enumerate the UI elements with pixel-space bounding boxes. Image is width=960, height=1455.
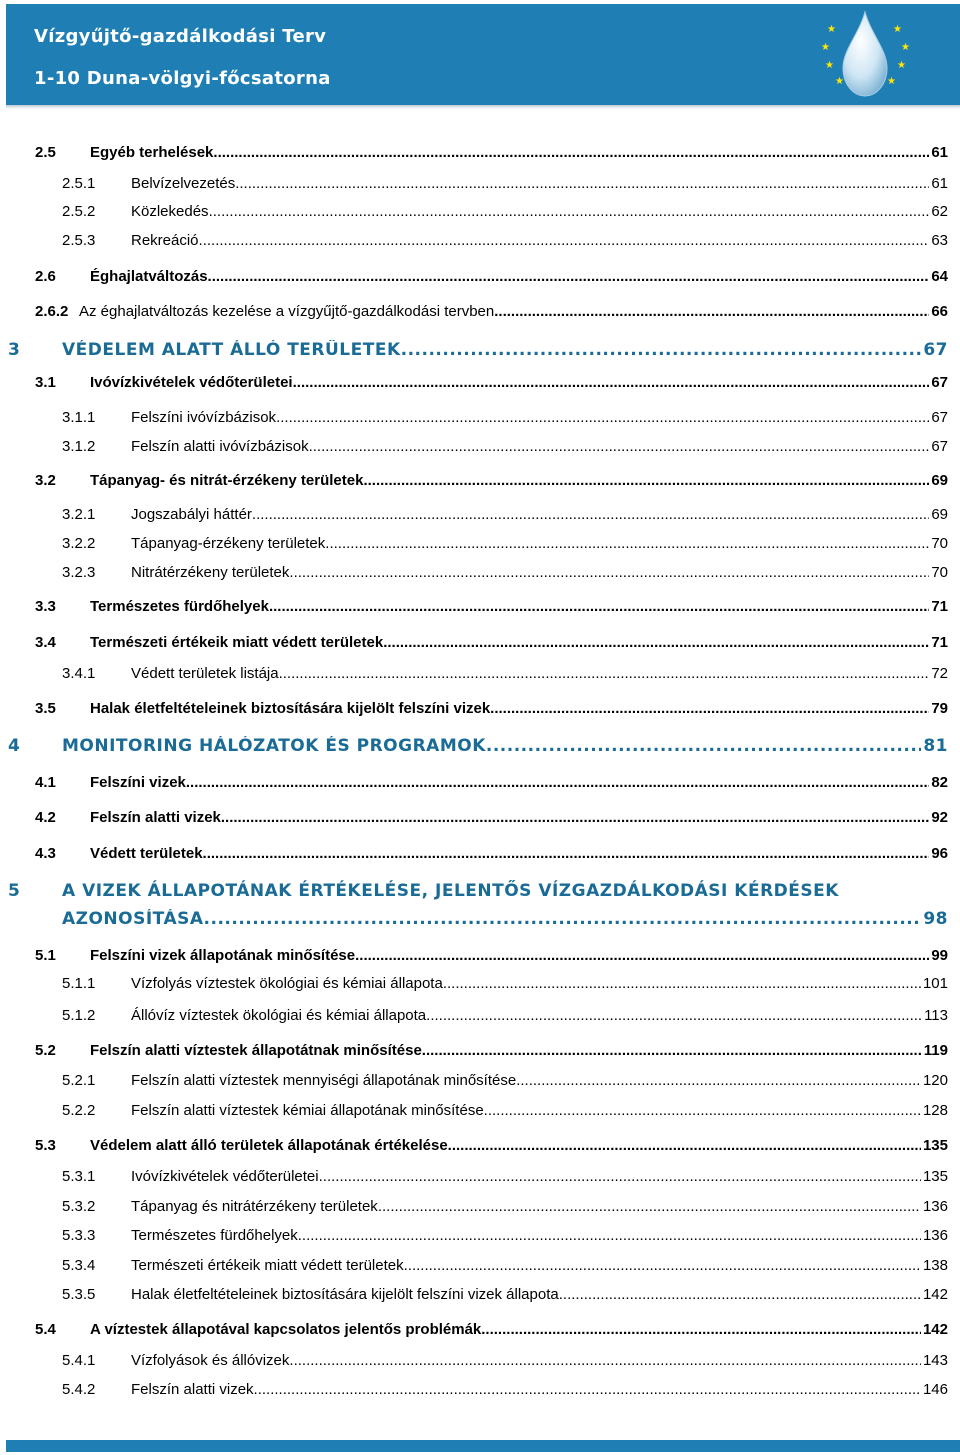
toc-number: 5.3.1 xyxy=(62,1168,96,1185)
toc-leader-dots xyxy=(203,845,930,862)
toc-entry[interactable] xyxy=(35,700,948,722)
svg-text:★: ★ xyxy=(825,60,834,71)
toc-title: Természeti értékeik miatt védett területek xyxy=(90,634,384,651)
footer-bar xyxy=(6,1440,960,1452)
toc-entry[interactable] xyxy=(62,1102,948,1124)
svg-text:★: ★ xyxy=(901,42,910,53)
toc-title: Felszín alatti víztestek mennyiségi állapotának minősítése xyxy=(131,1072,517,1089)
toc-leader-dots xyxy=(401,340,922,360)
toc-leader-dots xyxy=(319,1168,921,1185)
toc-page-number: 113 xyxy=(924,1007,948,1024)
toc-entry[interactable] xyxy=(35,303,948,325)
toc-number: 5.1.2 xyxy=(62,1007,96,1024)
toc-leader-dots xyxy=(378,1198,921,1215)
toc-entry[interactable] xyxy=(35,947,948,969)
toc-page-number: 142 xyxy=(922,1286,948,1303)
toc-number: 5.2.1 xyxy=(62,1072,96,1089)
toc-entry[interactable] xyxy=(35,1321,948,1343)
toc-number: 3.1.1 xyxy=(62,409,96,426)
toc-title: Védett területek xyxy=(90,845,203,862)
toc-entry[interactable] xyxy=(62,203,948,225)
toc-page-number: 72 xyxy=(931,665,948,682)
toc-number: 5.1 xyxy=(35,947,56,964)
toc-entry[interactable] xyxy=(35,634,948,656)
toc-title: Halak életfeltételeinek biztosítására kijelölt felszíni vizek xyxy=(90,700,491,717)
svg-text:★: ★ xyxy=(893,24,902,35)
toc-page-number: 67 xyxy=(923,340,948,360)
toc-entry[interactable] xyxy=(62,232,948,254)
toc-leader-dots xyxy=(208,268,930,285)
toc-number: 3.4 xyxy=(35,634,56,651)
toc-page-number: 61 xyxy=(931,175,948,192)
toc-number: 5.3.4 xyxy=(62,1257,96,1274)
toc-number: 3.1 xyxy=(35,374,56,391)
toc-number: 5.4.2 xyxy=(62,1381,96,1398)
toc-number: 2.5.1 xyxy=(62,175,96,192)
toc-leader-dots xyxy=(269,598,929,615)
toc-title: Nitrátérzékeny területek xyxy=(131,564,290,581)
toc-leader-dots xyxy=(199,232,930,249)
toc-leader-dots xyxy=(289,1352,921,1369)
toc-number: 5 xyxy=(8,881,21,901)
toc-title: Az éghajlatváltozás kezelése a vízgyűjtő-gazdálkodási tervben xyxy=(79,303,495,320)
svg-text:★: ★ xyxy=(887,76,896,87)
toc-entry[interactable] xyxy=(62,1257,948,1279)
toc-entry[interactable] xyxy=(35,598,948,620)
toc-leader-dots xyxy=(484,1102,921,1119)
header-title: Vízgyűjtő-gazdálkodási Terv xyxy=(34,26,327,47)
toc-title: Közlekedés xyxy=(131,203,209,220)
header-shadow xyxy=(6,105,960,109)
toc-entry[interactable] xyxy=(35,774,948,796)
toc-page-number: 71 xyxy=(931,598,948,615)
toc-title: Felszín alatti ivóvízbázisok xyxy=(131,438,309,455)
toc-leader-dots xyxy=(426,1007,922,1024)
toc-number: 5.3 xyxy=(35,1137,56,1154)
toc-title: Rekreáció xyxy=(131,232,199,249)
toc-title: Tápanyag- és nitrát-érzékeny területek xyxy=(90,472,364,489)
toc-title: Egyéb terhelések xyxy=(90,144,214,161)
toc-page-number: 70 xyxy=(931,535,948,552)
toc-number: 3 xyxy=(8,340,21,360)
toc-leader-dots xyxy=(486,736,921,756)
toc-number: 3.2.1 xyxy=(62,506,96,523)
toc-number: 3.3 xyxy=(35,598,56,615)
toc-entry[interactable] xyxy=(62,1198,948,1220)
toc-title: Felszín alatti vizek xyxy=(131,1381,254,1398)
toc-title: Ivóvízkivételek védőterületei xyxy=(90,374,293,391)
toc-leader-dots xyxy=(422,1042,922,1059)
toc-entry[interactable] xyxy=(35,472,948,494)
toc-entry[interactable] xyxy=(35,1042,948,1064)
toc-title: Felszín alatti vizek xyxy=(90,809,221,826)
svg-text:★: ★ xyxy=(897,60,906,71)
toc-entry[interactable] xyxy=(8,340,948,362)
toc-title: Vízfolyások és állóvizek xyxy=(131,1352,290,1369)
toc-title: Halak életfeltételeinek biztosítására kijelölt felszíni vizek állapota xyxy=(131,1286,559,1303)
toc-number: 2.6.2 xyxy=(35,303,69,320)
toc-leader-dots xyxy=(276,409,929,426)
toc-page-number: 79 xyxy=(931,700,948,717)
toc-page-number: 92 xyxy=(931,809,948,826)
toc-entry[interactable] xyxy=(62,409,948,431)
svg-text:★: ★ xyxy=(827,24,836,35)
toc-entry[interactable] xyxy=(8,736,948,758)
toc-leader-dots xyxy=(325,535,929,552)
toc-leader-dots xyxy=(221,809,929,826)
toc-entry[interactable] xyxy=(62,506,948,528)
toc-page-number: 70 xyxy=(931,564,948,581)
toc-page-number: 143 xyxy=(922,1352,948,1369)
toc-leader-dots xyxy=(355,947,929,964)
toc-title: AZONOSÍTÁSA xyxy=(62,909,204,929)
toc-leader-dots xyxy=(235,175,929,192)
toc-title: Felszíni vizek állapotának minősítése xyxy=(90,947,356,964)
toc-title: Felszíni ivóvízbázisok xyxy=(131,409,277,426)
toc-title: A víztestek állapotával kapcsolatos jelentős problémák xyxy=(90,1321,482,1338)
toc-entry[interactable] xyxy=(35,1137,948,1159)
toc-number: 5.2.2 xyxy=(62,1102,96,1119)
toc-entry[interactable] xyxy=(62,1227,948,1249)
toc-page-number: 96 xyxy=(931,845,948,862)
toc-leader-dots xyxy=(363,472,929,489)
toc-number: 5.3.2 xyxy=(62,1198,96,1215)
toc-page-number: 67 xyxy=(931,409,948,426)
toc-page-number: 120 xyxy=(922,1072,948,1089)
toc-title: Természetes fürdőhelyek xyxy=(131,1227,298,1244)
toc-title: Védelem alatt álló területek állapotának értékelése xyxy=(90,1137,448,1154)
toc-page-number: 69 xyxy=(931,472,948,489)
toc-page-number: 128 xyxy=(922,1102,948,1119)
toc-number: 2.5.3 xyxy=(62,232,96,249)
toc-page-number: 63 xyxy=(931,232,948,249)
toc-entry[interactable] xyxy=(62,1072,948,1094)
toc-entry[interactable] xyxy=(62,1381,948,1403)
toc-number: 5.4.1 xyxy=(62,1352,96,1369)
toc-title: MONITORING HÁLÓZATOK ÉS PROGRAMOK xyxy=(62,736,486,756)
toc-number: 5.3.5 xyxy=(62,1286,96,1303)
toc-leader-dots xyxy=(404,1257,921,1274)
toc-entry[interactable] xyxy=(62,1286,948,1308)
toc-page-number: 136 xyxy=(922,1227,948,1244)
toc-page-number: 146 xyxy=(922,1381,948,1398)
toc-title: Tápanyag és nitrátérzékeny területek xyxy=(131,1198,378,1215)
toc-leader-dots xyxy=(213,144,929,161)
toc-number: 5.2 xyxy=(35,1042,56,1059)
toc-leader-dots xyxy=(186,774,929,791)
toc-leader-dots xyxy=(516,1072,921,1089)
toc-entry[interactable] xyxy=(62,535,948,557)
toc-entry[interactable] xyxy=(62,1007,948,1029)
toc-title: Vízfolyás víztestek ökológiai és kémiai állapota xyxy=(131,975,443,992)
toc-leader-dots xyxy=(204,909,922,929)
toc-page-number: 136 xyxy=(922,1198,948,1215)
toc-number: 3.1.2 xyxy=(62,438,96,455)
header-subtitle: 1-10 Duna-völgyi-főcsatorna xyxy=(34,68,331,89)
toc-leader-dots xyxy=(309,438,930,455)
toc-title: Jogszabályi háttér xyxy=(131,506,252,523)
svg-text:★: ★ xyxy=(821,42,830,53)
toc-page-number: 101 xyxy=(922,975,948,992)
toc-leader-dots xyxy=(209,203,930,220)
toc-entry[interactable] xyxy=(62,975,948,997)
toc-leader-dots xyxy=(279,665,930,682)
toc-entry[interactable] xyxy=(62,1352,948,1374)
toc-page-number: 67 xyxy=(931,374,948,391)
toc-page-number: 119 xyxy=(923,1042,948,1059)
toc-page-number: 135 xyxy=(922,1168,948,1185)
toc-number: 5.3.3 xyxy=(62,1227,96,1244)
toc-leader-dots xyxy=(298,1227,921,1244)
toc-page-number: 62 xyxy=(931,203,948,220)
toc-title: Védett területek listája xyxy=(131,665,279,682)
toc-leader-dots xyxy=(254,1381,921,1398)
toc-title: Állóvíz víztestek ökológiai és kémiai állapota xyxy=(131,1007,427,1024)
toc-number: 2.5.2 xyxy=(62,203,96,220)
toc-page-number: 81 xyxy=(923,736,948,756)
toc-entry[interactable] xyxy=(62,438,948,460)
toc-page-number: 61 xyxy=(931,144,948,161)
toc-number: 3.2.3 xyxy=(62,564,96,581)
toc-entry[interactable] xyxy=(35,268,948,290)
toc-entry[interactable] xyxy=(35,809,948,831)
toc-leader-dots xyxy=(490,700,929,717)
toc-title: Ivóvízkivételek védőterületei xyxy=(131,1168,319,1185)
toc-number: 4.2 xyxy=(35,809,56,826)
toc-title: Tápanyag-érzékeny területek xyxy=(131,535,326,552)
toc-page-number: 138 xyxy=(922,1257,948,1274)
toc-page-number: 64 xyxy=(931,268,948,285)
toc-leader-dots xyxy=(383,634,929,651)
toc-leader-dots xyxy=(293,374,930,391)
toc-page-number: 67 xyxy=(931,438,948,455)
toc-title: Természetes fürdőhelyek xyxy=(90,598,269,615)
toc-entry[interactable] xyxy=(62,175,948,197)
toc-number: 4.1 xyxy=(35,774,56,791)
toc-title-line1: A VIZEK ÁLLAPOTÁNAK ÉRTÉKELÉSE, JELENTŐS VÍZGAZDÁLKODÁSI KÉRDÉSEK xyxy=(62,881,839,901)
toc-number: 3.5 xyxy=(35,700,56,717)
toc-leader-dots xyxy=(252,506,929,523)
toc-page-number: 142 xyxy=(922,1321,948,1338)
toc-leader-dots xyxy=(443,975,921,992)
toc-title: Felszíni vizek xyxy=(90,774,186,791)
toc-title: Felszín alatti víztestek kémiai állapotának minősítése xyxy=(131,1102,484,1119)
toc-number: 3.4.1 xyxy=(62,665,96,682)
toc-entry[interactable] xyxy=(35,374,948,396)
toc-entry[interactable] xyxy=(35,845,948,867)
toc-title: VÉDELEM ALATT ÁLLÓ TERÜLETEK xyxy=(62,340,401,360)
toc-page-number: 135 xyxy=(922,1137,948,1154)
water-drop-eu-stars-icon xyxy=(807,4,960,105)
toc-title: Természeti értékeik miatt védett területek xyxy=(131,1257,404,1274)
toc-page-number: 71 xyxy=(931,634,948,651)
svg-text:★: ★ xyxy=(835,76,844,87)
toc-page-number: 99 xyxy=(931,947,948,964)
toc-entry[interactable] xyxy=(62,665,948,687)
toc-leader-dots xyxy=(289,564,929,581)
toc-entry[interactable] xyxy=(35,144,948,166)
toc-number: 4 xyxy=(8,736,21,756)
toc-page-number: 69 xyxy=(931,506,948,523)
toc-leader-dots xyxy=(494,303,929,320)
toc-number: 5.4 xyxy=(35,1321,56,1338)
toc-entry[interactable] xyxy=(62,909,948,931)
toc-leader-dots xyxy=(481,1321,921,1338)
toc-page-number: 98 xyxy=(923,909,948,929)
toc-number: 3.2 xyxy=(35,472,56,489)
toc-title: Felszín alatti víztestek állapotátnak minősítése xyxy=(90,1042,422,1059)
toc-entry[interactable] xyxy=(62,564,948,586)
toc-number: 5.1.1 xyxy=(62,975,96,992)
toc-page-number: 66 xyxy=(931,303,948,320)
toc-leader-dots xyxy=(448,1137,921,1154)
toc-entry[interactable] xyxy=(62,1168,948,1190)
page-header xyxy=(6,4,960,105)
toc-number: 2.6 xyxy=(35,268,56,285)
toc-title: Éghajlatváltozás xyxy=(90,268,208,285)
toc-title: Belvízelvezetés xyxy=(131,175,236,192)
toc-page-number: 82 xyxy=(931,774,948,791)
toc-leader-dots xyxy=(559,1286,921,1303)
toc-number: 2.5 xyxy=(35,144,56,161)
toc-number: 4.3 xyxy=(35,845,56,862)
toc-number: 3.2.2 xyxy=(62,535,96,552)
